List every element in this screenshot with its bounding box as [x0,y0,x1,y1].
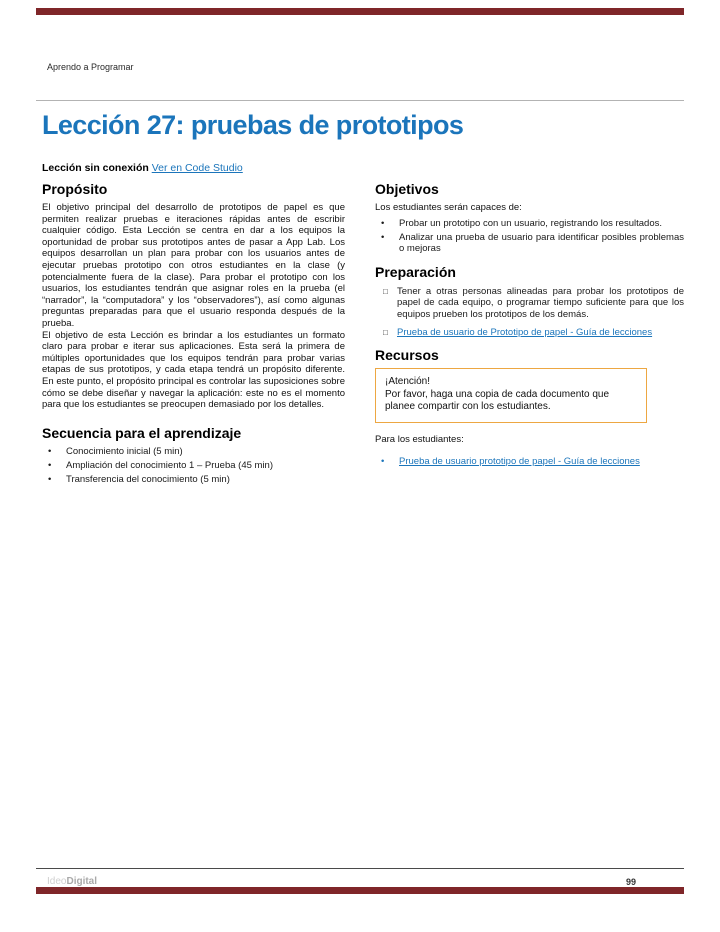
lesson-subtitle [42,162,243,174]
student-resource-item [375,456,684,468]
proposito-heading: Propósito [42,181,108,197]
lesson-type-label: Lección sin conexión [42,162,149,174]
footer-brand-bold: Digital [66,876,98,887]
list-item [375,218,684,230]
header-divider [36,100,684,101]
checklist-item [375,327,684,339]
list-item [375,232,684,255]
preparacion-item-1: Tener a otras personas alineadas para probar los prototipos de papel de cada equipo, o programar tiempo suficiente para que los equipos prueben los prototipos de los demás. [397,285,684,321]
objetivos-intro: Los estudiantes serán capaces de: [375,202,522,213]
objetivos-list [375,218,684,255]
left-column [42,181,345,488]
checkbox-icon: □ [383,286,388,296]
checkbox-icon: □ [383,327,388,337]
page-number: 99 [625,877,636,887]
students-label: Para los estudiantes: [375,433,464,445]
objetivos-heading: Objetivos [375,181,439,197]
two-column-layout [42,181,684,488]
list-item [42,460,345,472]
footer-brand [47,876,97,887]
checklist-item [375,286,684,321]
objetivos-item-1: Probar un prototipo con un usuario, registrando los resultados. [399,217,662,229]
bullet-icon: • [381,455,385,467]
attention-body: Por favor, haga una copia de cada documento que planee compartir con los estudiantes. [385,388,610,413]
list-item [42,446,345,458]
proposito-paragraph-2: El objetivo de esta Lección es brindar a los estudiantes un formato claro para probar e iterar sus aplicaciones. Esta será la primera de múltiples oportunidades que los equipos tendrán para probar varias etapas de sus prototipos, y cada etapa tendrá un propósito diferente. En este punto, el propósito principal es controlar las suposiciones sobre cómo se debe diseñar y navegar la aplicación: este no es el momento para que los estudiantes se preocupen demasiado por los detalles. [42,329,345,411]
code-studio-link[interactable]: Ver en Code Studio [151,162,243,174]
preparacion-heading: Preparación [375,263,456,280]
prototipo-guia-link[interactable]: Prueba de usuario de Prototipo de papel - Guía de lecciones [397,326,653,338]
header-brand: Aprendo a Programar [47,62,134,72]
footer-divider [36,868,684,869]
secuencia-item-3: Transferencia del conocimiento (5 min) [66,473,230,485]
secuencia-item-1: Conocimiento inicial (5 min) [66,445,183,457]
student-guia-link[interactable]: Prueba de usuario prototipo de papel - Guía de lecciones [399,455,640,467]
bullet-icon: • [48,473,52,485]
bullet-icon: • [48,459,52,471]
bullet-icon: • [381,231,385,243]
proposito-paragraph-1: El objetivo principal del desarrollo de prototipos de papel es que permiten realizar pruebas e iteraciones rápidas antes de escribir cualquier código. Esta Lección se centra en dar a los equipos la oportunidad de probar sus prototipos antes de pasar a App Lab. Los equipos desarrollan un plan para probar con los usuarios antes de ejecutar pruebas prototipo con otros estudiantes en la clase (y potencialmente fuera de la clase). Para probar el prototipo con los usuarios, los estudiantes tendrán que asignar roles en la prueba (el “narrador”, la “computadora” y los “observadores”), así como algunas preguntas preparadas para que el usuario responda después de la prueba. [42,202,345,329]
bottom-accent-bar [36,887,684,894]
bullet-icon: • [381,217,385,229]
right-column [375,181,684,488]
attention-box [375,368,647,423]
secuencia-item-2: Ampliación del conocimiento 1 – Prueba (45 min) [66,459,273,471]
page-title: Lección 27: pruebas de prototipos [42,110,464,140]
footer-brand-light: Ideo [47,876,67,887]
secuencia-heading: Secuencia para el aprendizaje [42,424,242,441]
preparacion-list [375,286,684,338]
list-item [42,474,345,486]
recursos-heading: Recursos [375,347,439,364]
secuencia-list [42,446,345,486]
top-accent-bar [36,8,684,15]
attention-title: ¡Atención! [385,376,431,388]
bullet-icon: • [48,445,52,457]
objetivos-item-2: Analizar una prueba de usuario para identificar posibles problemas o mejoras [399,231,684,255]
